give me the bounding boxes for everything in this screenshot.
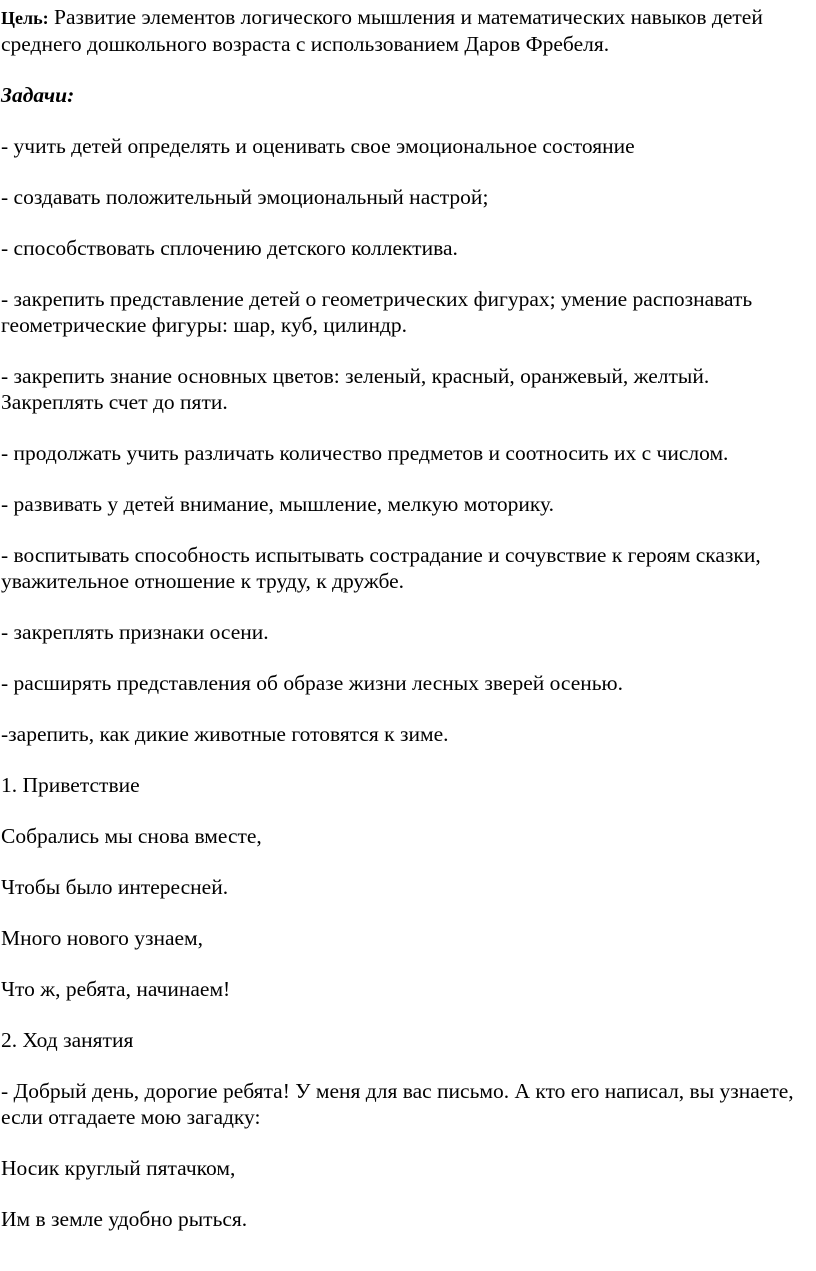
goal-text: Развитие элементов логического мышления и математических навыков детей среднего дошкольного возраста с использованием Даров Фребеля. [1,5,763,56]
task-item: -зарепить, как дикие животные готовятся к зиме. [1,722,449,746]
task-item: - расширять представления об образе жизни лесных зверей осенью. [1,671,623,695]
poem-line: Чтобы было интересней. [1,875,229,899]
task-item: - развивать у детей внимание, мышление, мелкую моторику. [1,492,554,516]
poem-line: Много нового узнаем, [1,926,204,950]
tasks-heading: Задачи: [1,83,75,107]
greeting-heading: 1. Приветствие [1,773,140,797]
task-item: - создавать положительный эмоциональный настрой; [1,185,489,209]
task-item: - закрепить знание основных цветов: зеленый, красный, оранжевый, желтый. Закреплять счет до пяти. [1,364,710,414]
goal-label: Цель: [1,8,49,28]
task-item: - закреплять признаки осени. [1,620,269,644]
task-item: - способствовать сплочению детского коллектива. [1,236,458,260]
poem-line: Что ж, ребята, начинаем! [1,977,231,1001]
goal-paragraph [1,4,813,57]
task-item: - продолжать учить различать количество предметов и соотносить их с числом. [1,441,729,465]
task-item: - воспитывать способность испытывать сострадание и сочувствие к героям сказки, уважительное отношение к труду, к дружбе. [1,543,761,593]
poem-line: Собрались мы снова вместе, [1,824,262,848]
riddle-line: Им в земле удобно рыться. [1,1207,248,1231]
lesson-heading: 2. Ход занятия [1,1028,134,1052]
task-item: - закрепить представление детей о геометрических фигурах; умение распознавать геометрические фигуры: шар, куб, цилиндр. [1,287,753,337]
document-body [1,4,813,1257]
task-item: - учить детей определять и оценивать свое эмоциональное состояние [1,134,635,158]
lesson-intro: - Добрый день, дорогие ребята! У меня для вас письмо. А кто его написал, вы узнаете, если отгадаете мою загадку: [1,1079,794,1129]
riddle-line: Носик круглый пятачком, [1,1156,236,1180]
